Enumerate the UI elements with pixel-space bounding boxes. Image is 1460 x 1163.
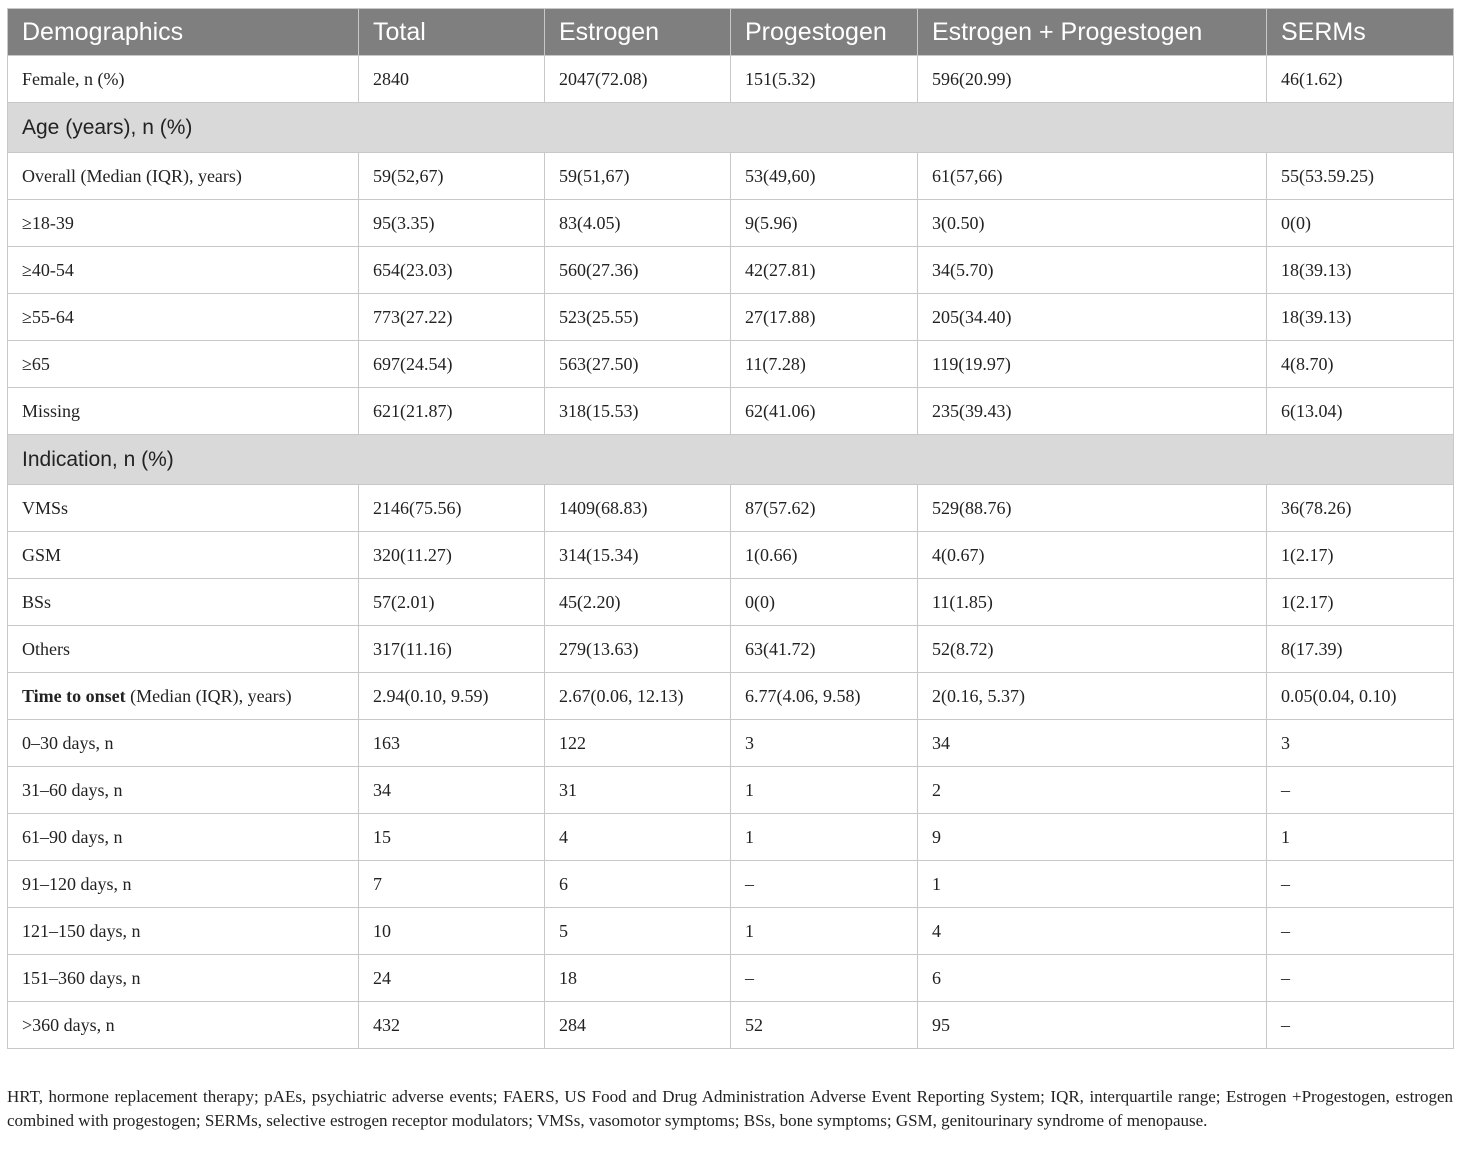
table-cell: 59(52,67) xyxy=(359,153,545,200)
table-cell: 1 xyxy=(731,908,918,955)
table-cell: 119(19.97) xyxy=(918,341,1267,388)
table-row xyxy=(8,341,1454,388)
table-cell: 318(15.53) xyxy=(545,388,731,435)
table-cell: 31 xyxy=(545,767,731,814)
section-label: Age (years), n (%) xyxy=(8,103,1454,153)
row-label: 151–360 days, n xyxy=(8,955,359,1002)
column-header: Total xyxy=(359,9,545,56)
table-row xyxy=(8,56,1454,103)
table-row xyxy=(8,247,1454,294)
table-cell: 163 xyxy=(359,720,545,767)
table-row xyxy=(8,579,1454,626)
table-cell: 523(25.55) xyxy=(545,294,731,341)
table-cell: 529(88.76) xyxy=(918,485,1267,532)
row-label: Others xyxy=(8,626,359,673)
table-body xyxy=(8,56,1454,1049)
table-row xyxy=(8,294,1454,341)
row-label xyxy=(8,673,359,720)
table-row xyxy=(8,673,1454,720)
table-cell: 46(1.62) xyxy=(1267,56,1454,103)
table-row xyxy=(8,626,1454,673)
table-footnote: HRT, hormone replacement therapy; pAEs, psychiatric adverse events; FAERS, US Food and Drug Administration Adverse Event Reporting System; IQR, interquartile range; Estrogen +Progestogen, estrogen combined with progestogen; SERMs, selective estrogen receptor modulators; VMSs, vasomotor symptoms; BSs, bone symptoms; GSM, genitourinary syndrome of menopause. xyxy=(7,1087,1453,1130)
row-label: Missing xyxy=(8,388,359,435)
table-cell: 95 xyxy=(918,1002,1267,1049)
table-cell: 6.77(4.06, 9.58) xyxy=(731,673,918,720)
table-cell: 6 xyxy=(545,861,731,908)
table-cell: 2146(75.56) xyxy=(359,485,545,532)
table-cell: 2047(72.08) xyxy=(545,56,731,103)
table-cell: – xyxy=(1267,908,1454,955)
row-label: Female, n (%) xyxy=(8,56,359,103)
table-cell: 11(7.28) xyxy=(731,341,918,388)
table-cell: 15 xyxy=(359,814,545,861)
table-row xyxy=(8,955,1454,1002)
table-cell: 27(17.88) xyxy=(731,294,918,341)
table-cell: – xyxy=(731,861,918,908)
table-cell: 34 xyxy=(359,767,545,814)
table-cell: 2.94(0.10, 9.59) xyxy=(359,673,545,720)
table-cell: 34(5.70) xyxy=(918,247,1267,294)
table-cell: 279(13.63) xyxy=(545,626,731,673)
table-cell: – xyxy=(1267,861,1454,908)
row-label: ≥65 xyxy=(8,341,359,388)
table-cell: 5 xyxy=(545,908,731,955)
column-header: SERMs xyxy=(1267,9,1454,56)
table-cell: 2840 xyxy=(359,56,545,103)
table-cell: 2.67(0.06, 12.13) xyxy=(545,673,731,720)
table-cell: 235(39.43) xyxy=(918,388,1267,435)
row-label: BSs xyxy=(8,579,359,626)
table-cell: 3(0.50) xyxy=(918,200,1267,247)
table-cell: 1 xyxy=(1267,814,1454,861)
table-cell: 52(8.72) xyxy=(918,626,1267,673)
row-label: 0–30 days, n xyxy=(8,720,359,767)
row-label: GSM xyxy=(8,532,359,579)
table-cell: – xyxy=(1267,955,1454,1002)
table-cell: 57(2.01) xyxy=(359,579,545,626)
column-header: Estrogen xyxy=(545,9,731,56)
table-cell: 3 xyxy=(1267,720,1454,767)
table-row xyxy=(8,153,1454,200)
column-header: Progestogen xyxy=(731,9,918,56)
row-label: >360 days, n xyxy=(8,1002,359,1049)
table-cell: 9 xyxy=(918,814,1267,861)
table-cell: 7 xyxy=(359,861,545,908)
table-cell: 52 xyxy=(731,1002,918,1049)
table-row xyxy=(8,532,1454,579)
table-cell: 10 xyxy=(359,908,545,955)
table-cell: 621(21.87) xyxy=(359,388,545,435)
table-cell: 284 xyxy=(545,1002,731,1049)
table-cell: 1409(68.83) xyxy=(545,485,731,532)
table-cell: 45(2.20) xyxy=(545,579,731,626)
table-cell: 18 xyxy=(545,955,731,1002)
row-label: ≥40-54 xyxy=(8,247,359,294)
table-row xyxy=(8,388,1454,435)
table-cell: 773(27.22) xyxy=(359,294,545,341)
table-row xyxy=(8,720,1454,767)
table-cell: 6 xyxy=(918,955,1267,1002)
table-cell: 4 xyxy=(918,908,1267,955)
row-label: 61–90 days, n xyxy=(8,814,359,861)
table-cell: 62(41.06) xyxy=(731,388,918,435)
table-cell: 8(17.39) xyxy=(1267,626,1454,673)
table-row xyxy=(8,485,1454,532)
demographics-table xyxy=(7,8,1454,1049)
table-cell: 87(57.62) xyxy=(731,485,918,532)
row-label: 91–120 days, n xyxy=(8,861,359,908)
table-cell: 560(27.36) xyxy=(545,247,731,294)
table-header-row xyxy=(8,9,1454,56)
table-cell: 432 xyxy=(359,1002,545,1049)
row-label-rest: (Median (IQR), years) xyxy=(125,685,292,706)
table-cell: 6(13.04) xyxy=(1267,388,1454,435)
table-cell: – xyxy=(731,955,918,1002)
table-cell: 1 xyxy=(918,861,1267,908)
table-cell: 63(41.72) xyxy=(731,626,918,673)
column-header: Estrogen + Progestogen xyxy=(918,9,1267,56)
table-cell: 1 xyxy=(731,814,918,861)
table-cell: 24 xyxy=(359,955,545,1002)
table-cell: 1(0.66) xyxy=(731,532,918,579)
table-cell: 151(5.32) xyxy=(731,56,918,103)
table-cell: 2(0.16, 5.37) xyxy=(918,673,1267,720)
table-cell: 34 xyxy=(918,720,1267,767)
table-cell: 596(20.99) xyxy=(918,56,1267,103)
table-cell: 1(2.17) xyxy=(1267,532,1454,579)
table-cell: 9(5.96) xyxy=(731,200,918,247)
table-row xyxy=(8,1002,1454,1049)
table-row xyxy=(8,861,1454,908)
table-cell: 59(51,67) xyxy=(545,153,731,200)
table-cell: 320(11.27) xyxy=(359,532,545,579)
table-cell: 11(1.85) xyxy=(918,579,1267,626)
row-label: Overall (Median (IQR), years) xyxy=(8,153,359,200)
row-label: VMSs xyxy=(8,485,359,532)
row-label: 121–150 days, n xyxy=(8,908,359,955)
table-cell: 18(39.13) xyxy=(1267,247,1454,294)
table-cell: 4(8.70) xyxy=(1267,341,1454,388)
section-header-row xyxy=(8,435,1454,485)
table-cell: 697(24.54) xyxy=(359,341,545,388)
table-cell: 2 xyxy=(918,767,1267,814)
table-cell: 563(27.50) xyxy=(545,341,731,388)
table-cell: 654(23.03) xyxy=(359,247,545,294)
table-cell: 1 xyxy=(731,767,918,814)
table-cell: 314(15.34) xyxy=(545,532,731,579)
row-label: 31–60 days, n xyxy=(8,767,359,814)
table-cell: 0(0) xyxy=(1267,200,1454,247)
table-row xyxy=(8,767,1454,814)
table-cell: 0(0) xyxy=(731,579,918,626)
table-cell: 18(39.13) xyxy=(1267,294,1454,341)
table-cell: 122 xyxy=(545,720,731,767)
table-cell: 42(27.81) xyxy=(731,247,918,294)
table-cell: 4(0.67) xyxy=(918,532,1267,579)
column-header: Demographics xyxy=(8,9,359,56)
section-label: Indication, n (%) xyxy=(8,435,1454,485)
table-cell: 83(4.05) xyxy=(545,200,731,247)
table-row xyxy=(8,200,1454,247)
table-row xyxy=(8,908,1454,955)
table-cell: 61(57,66) xyxy=(918,153,1267,200)
table-cell: 55(53.59.25) xyxy=(1267,153,1454,200)
table-cell: 95(3.35) xyxy=(359,200,545,247)
table-cell: 36(78.26) xyxy=(1267,485,1454,532)
table-cell: 53(49,60) xyxy=(731,153,918,200)
table-row xyxy=(8,814,1454,861)
table-cell: – xyxy=(1267,1002,1454,1049)
table-cell: 4 xyxy=(545,814,731,861)
row-label-bold: Time to onset xyxy=(22,685,126,706)
table-cell: 1(2.17) xyxy=(1267,579,1454,626)
table-cell: 3 xyxy=(731,720,918,767)
table-cell: – xyxy=(1267,767,1454,814)
section-header-row xyxy=(8,103,1454,153)
row-label: ≥18-39 xyxy=(8,200,359,247)
table-cell: 205(34.40) xyxy=(918,294,1267,341)
table-cell: 317(11.16) xyxy=(359,626,545,673)
table-cell: 0.05(0.04, 0.10) xyxy=(1267,673,1454,720)
row-label: ≥55-64 xyxy=(8,294,359,341)
